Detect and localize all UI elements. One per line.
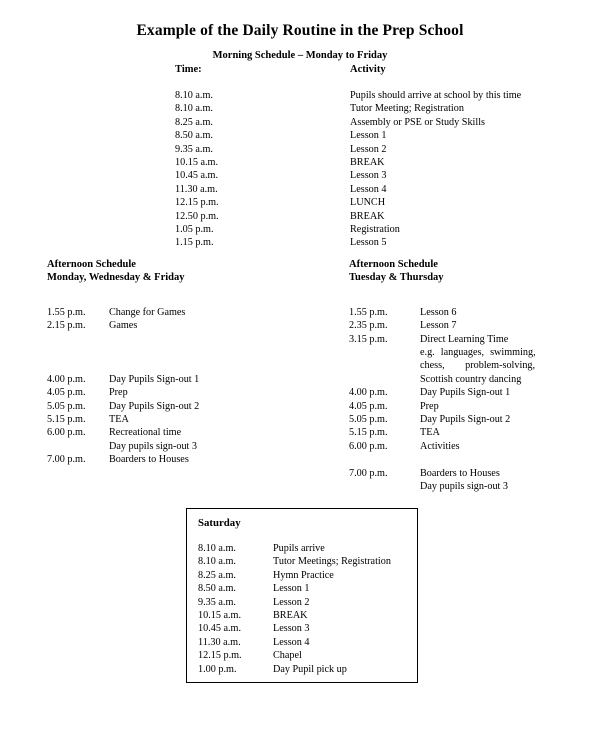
morning-row-activity: BREAK [350, 210, 385, 222]
afternoon-right-row-activity: Lesson 6 [420, 306, 457, 318]
afternoon-left-row-activity: Day Pupils Sign-out 1 [109, 373, 200, 385]
morning-column-header-time: Time: [175, 64, 202, 75]
table-row [175, 129, 575, 142]
afternoon-right-row-activity: Activities [420, 440, 460, 452]
afternoon-right-row-time: 4.00 p.m. [349, 387, 388, 399]
table-row [349, 333, 564, 346]
table-row [175, 143, 575, 156]
morning-row-activity: Lesson 1 [350, 130, 387, 142]
morning-row-time: 10.15 a.m. [175, 157, 219, 169]
afternoon-left-row-activity: Recreational time [109, 427, 182, 439]
morning-schedule-subtitle: Morning Schedule – Monday to Friday [212, 50, 388, 61]
afternoon-left-row-time: 5.05 p.m. [47, 400, 86, 412]
table-row [175, 89, 575, 102]
afternoon-left-row-activity: Prep [109, 387, 128, 399]
table-row [175, 183, 575, 196]
afternoon-left-row-time: 1.55 p.m. [47, 306, 86, 318]
afternoon-right-header-line1: Afternoon Schedule [349, 259, 438, 270]
afternoon-right-row-activity: Day Pupils Sign-out 1 [420, 387, 511, 399]
afternoon-right-row-time: 7.00 p.m. [349, 467, 388, 479]
afternoon-left-header [47, 258, 337, 285]
saturday-row-activity: BREAK [273, 610, 308, 622]
afternoon-left-row-activity: Games [109, 320, 138, 332]
morning-row-time: 10.45 a.m. [175, 170, 219, 182]
morning-row-time: 8.10 a.m. [175, 103, 213, 115]
table-row [47, 306, 337, 319]
table-row [198, 555, 409, 568]
morning-row-activity: LUNCH [350, 197, 386, 209]
afternoon-right-row-time: 1.55 p.m. [349, 306, 388, 318]
saturday-row-activity: Chapel [273, 650, 302, 662]
afternoon-left-row-time: 2.15 p.m. [47, 320, 86, 332]
afternoon-right-row-time: 2.35 p.m. [349, 320, 388, 332]
morning-row-time: 12.15 p.m. [175, 197, 219, 209]
table-row [198, 582, 409, 595]
table-row [47, 453, 337, 466]
morning-row-activity: Registration [350, 224, 400, 236]
afternoon-schedule-tue-thu [349, 258, 564, 493]
dlt-line2: chess, problem-solving, [420, 360, 536, 372]
table-row [175, 196, 575, 209]
afternoon-left-row-time: 4.05 p.m. [47, 387, 86, 399]
table-row [198, 609, 409, 622]
afternoon-right-row-time: 5.05 p.m. [349, 414, 388, 426]
direct-learning-time-detail [349, 346, 564, 386]
table-row [198, 663, 409, 676]
afternoon-right-row-time: 5.15 p.m. [349, 427, 388, 439]
afternoon-left-row-time: 5.15 p.m. [47, 414, 86, 426]
table-row [349, 413, 564, 426]
afternoon-right-row-activity: Lesson 7 [420, 320, 457, 332]
morning-row-activity: Pupils should arrive at school by this time [350, 90, 522, 101]
saturday-row-time: 12.15 p.m. [198, 650, 242, 662]
table-row [47, 319, 337, 332]
morning-row-activity: Assembly or PSE or Study Skills [350, 116, 486, 128]
saturday-row-activity: Lesson 3 [273, 623, 310, 635]
morning-row-time: 9.35 a.m. [175, 143, 213, 155]
table-row [175, 223, 575, 236]
morning-row-time: 8.50 a.m. [175, 130, 213, 142]
table-row [198, 649, 409, 662]
saturday-schedule-table [198, 542, 409, 676]
table-row [47, 386, 337, 399]
morning-row-activity: Lesson 4 [350, 183, 387, 195]
page-title: Example of the Daily Routine in the Prep School [136, 22, 464, 39]
afternoon-left-row-activity: Day Pupils Sign-out 2 [109, 400, 200, 412]
table-row [175, 116, 575, 129]
afternoon-right-row-time: 4.05 p.m. [349, 400, 388, 412]
table-row [198, 569, 409, 582]
table-row [175, 236, 575, 249]
saturday-row-time: 10.45 a.m. [198, 623, 242, 635]
afternoon-left-row-activity: Day pupils sign-out 3 [109, 440, 198, 452]
afternoon-left-row-time [47, 440, 109, 453]
saturday-title: Saturday [198, 517, 241, 529]
morning-row-time: 1.15 p.m. [175, 237, 214, 249]
table-row [47, 413, 337, 426]
morning-row-activity: BREAK [350, 157, 385, 169]
saturday-row-time: 9.35 a.m. [198, 596, 236, 608]
afternoon-right-row-time [349, 480, 420, 493]
table-row [349, 400, 564, 413]
afternoon-left-header-line1: Afternoon Schedule [47, 259, 136, 270]
afternoon-right-row-activity: Day pupils sign-out 3 [420, 481, 509, 493]
saturday-row-activity: Lesson 2 [273, 596, 310, 608]
afternoon-right-table [349, 306, 564, 494]
row-spacer [47, 333, 337, 373]
table-row [349, 480, 564, 493]
dlt-line3: Scottish country dancing [420, 373, 522, 385]
morning-row-time: 8.10 a.m. [175, 90, 213, 101]
afternoon-right-row-activity: Prep [420, 400, 439, 412]
afternoon-right-row-activity: Direct Learning Time [420, 333, 509, 345]
table-row [349, 467, 564, 480]
afternoon-schedule-mon-wed-fri [47, 258, 337, 467]
morning-row-activity: Lesson 3 [350, 170, 387, 182]
afternoon-right-row-activity: Boarders to Houses [420, 467, 500, 479]
table-row [175, 210, 575, 223]
afternoon-left-table [47, 306, 337, 467]
table-row [47, 426, 337, 439]
morning-column-header-activity: Activity [350, 64, 386, 75]
afternoon-left-row-time: 4.00 p.m. [47, 373, 86, 385]
saturday-row-activity: Day Pupil pick up [273, 663, 347, 675]
morning-row-activity: Tutor Meeting; Registration [350, 103, 464, 115]
saturday-row-time: 1.00 p.m. [198, 663, 237, 675]
table-row [175, 169, 575, 182]
morning-row-time: 1.05 p.m. [175, 224, 214, 236]
afternoon-left-header-line2: Monday, Wednesday & Friday [47, 272, 185, 284]
table-row [349, 319, 564, 332]
afternoon-left-row-time: 7.00 p.m. [47, 454, 86, 466]
table-row [175, 156, 575, 169]
morning-row-activity: Lesson 5 [350, 237, 387, 249]
morning-row-time: 11.30 a.m. [175, 183, 218, 195]
table-row [198, 622, 409, 635]
afternoon-right-row-time: 3.15 p.m. [349, 333, 388, 345]
table-row [47, 400, 337, 413]
afternoon-right-header [349, 258, 564, 285]
table-row [198, 542, 409, 555]
dlt-line1: e.g. languages, swimming, [420, 347, 536, 359]
morning-row-time: 12.50 p.m. [175, 210, 219, 222]
table-row [349, 386, 564, 399]
afternoon-left-row-activity: Boarders to Houses [109, 454, 189, 466]
morning-row-activity: Lesson 2 [350, 143, 387, 155]
saturday-row-time: 11.30 a.m. [198, 636, 241, 648]
afternoon-right-row-activity: Day Pupils Sign-out 2 [420, 414, 511, 426]
saturday-row-time: 8.10 a.m. [198, 556, 236, 568]
saturday-row-time: 8.10 a.m. [198, 543, 236, 554]
row-spacer [349, 453, 564, 466]
saturday-row-activity: Hymn Practice [273, 569, 334, 581]
direct-learning-time-examples [420, 346, 564, 386]
saturday-row-time: 8.50 a.m. [198, 583, 236, 595]
table-row [349, 426, 564, 439]
table-row [47, 373, 337, 386]
table-row [47, 440, 337, 453]
table-row [198, 596, 409, 609]
saturday-row-activity: Tutor Meetings; Registration [273, 556, 391, 568]
afternoon-left-row-time: 6.00 p.m. [47, 427, 86, 439]
morning-row-time: 8.25 a.m. [175, 116, 213, 128]
saturday-row-time: 8.25 a.m. [198, 569, 236, 581]
table-row [198, 636, 409, 649]
table-row [349, 306, 564, 319]
afternoon-right-row-time [349, 346, 420, 386]
afternoon-left-row-activity: Change for Games [109, 306, 186, 318]
afternoon-right-row-time: 6.00 p.m. [349, 440, 388, 452]
table-row [349, 440, 564, 453]
saturday-schedule-box [186, 508, 418, 683]
saturday-row-time: 10.15 a.m. [198, 610, 242, 622]
afternoon-left-row-activity: TEA [109, 414, 129, 426]
saturday-row-activity: Lesson 1 [273, 583, 310, 595]
afternoon-right-row-activity: TEA [420, 427, 440, 439]
saturday-row-activity: Pupils arrive [273, 543, 325, 554]
morning-schedule-table [175, 89, 575, 250]
afternoon-right-header-line2: Tuesday & Thursday [349, 272, 444, 284]
table-row [175, 102, 575, 115]
saturday-row-activity: Lesson 4 [273, 636, 310, 648]
